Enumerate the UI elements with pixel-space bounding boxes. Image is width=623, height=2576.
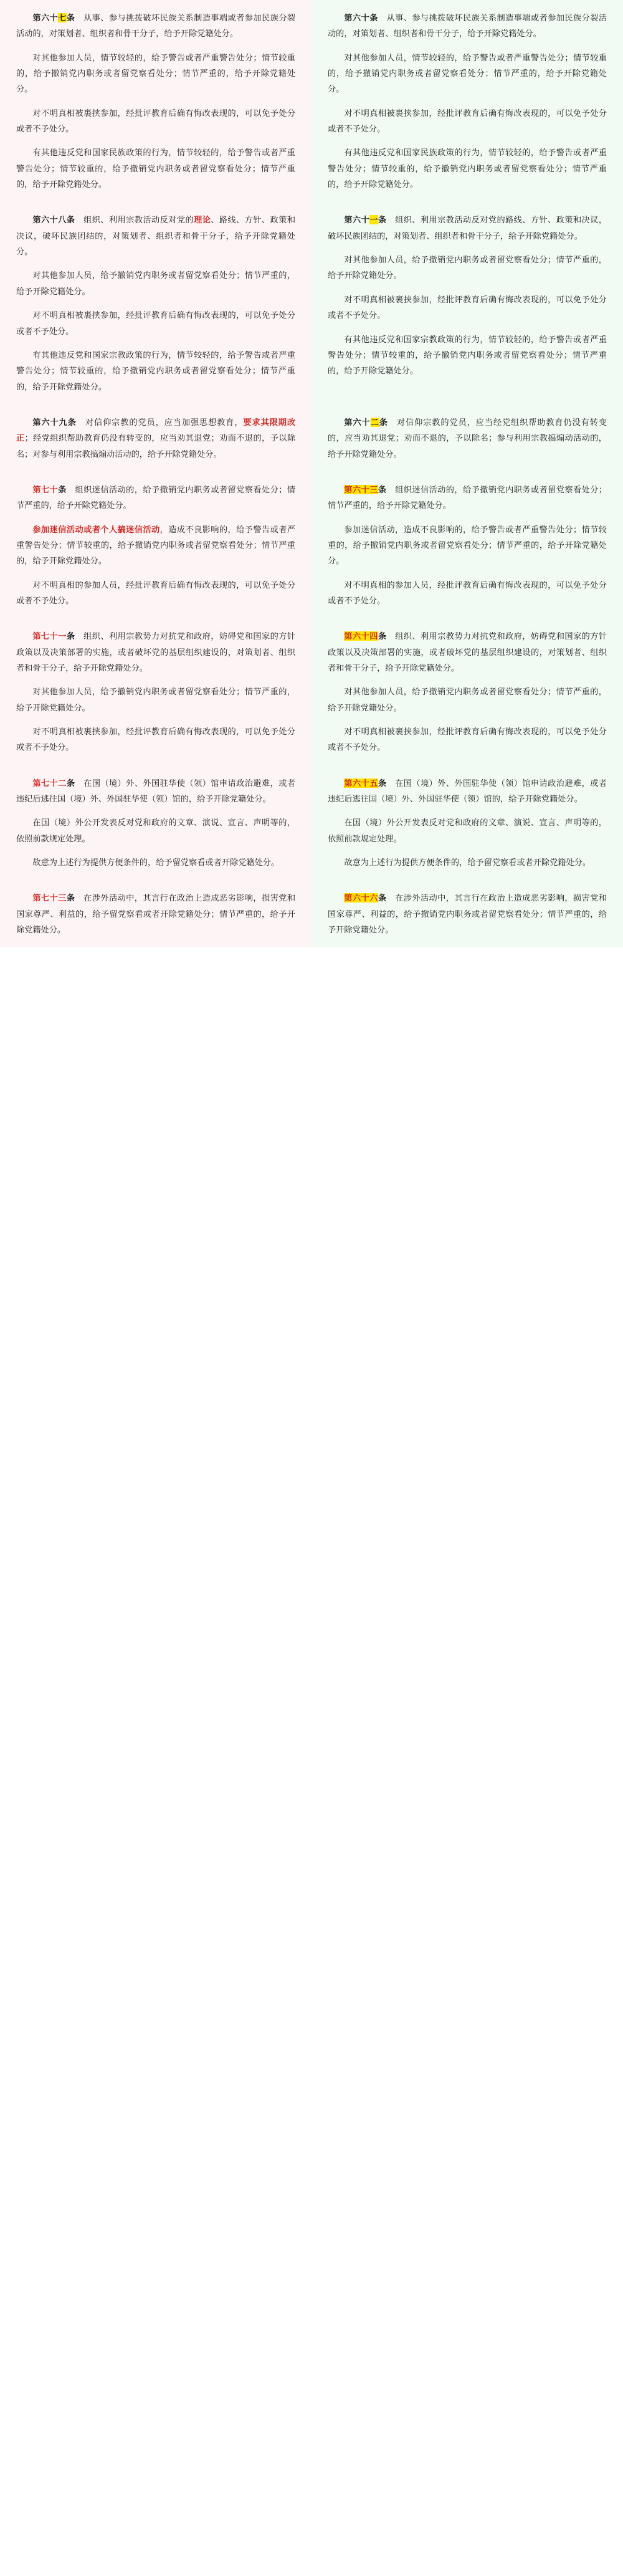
article-paragraph: 第六十三条 组织迷信活动的，给予撤销党内职务或者留党察看处分；情节严重的，给予开除党籍处分。 — [328, 484, 607, 510]
new-version-column — [312, 405, 623, 472]
old-version-column — [0, 765, 312, 881]
article-paragraph: 第六十一条 组织、利用宗教活动反对党的路线、方针、政策和决议，破坏民族团结的，对策划者、组织者和骨干分子，给予开除党籍处分。 — [328, 215, 607, 241]
document-body — [0, 0, 623, 947]
comparison-row — [0, 202, 623, 404]
article-paragraph: 有其他违反党和国家民族政策的行为，情节较轻的，给予警告或者严重警告处分；情节较重的，给予撤销党内职务或者留党察看处分；情节严重的，给予开除党籍处分。 — [16, 148, 295, 189]
article-paragraph: 故意为上述行为提供方便条件的，给予留党察看或者开除党籍处分。 — [344, 858, 591, 868]
comparison-row — [0, 472, 623, 618]
new-version-column — [312, 202, 623, 404]
new-version-column — [312, 618, 623, 765]
article-paragraph: 第六十二条 对信仰宗教的党员，应当经党组织帮助教育仍没有转变的，应当劝其退党；劝而不退的，予以除名；参与利用宗教搞煽动活动的，给予开除党籍处分。 — [328, 417, 607, 459]
comparison-row — [0, 405, 623, 472]
article-paragraph: 第六十四条 组织、利用宗教势力对抗党和政府，妨碍党和国家的方针政策以及决策部署的实施，或者破坏党的基层组织建设的，对策划者、组织者和骨干分子，给予开除党籍处分。 — [328, 631, 607, 673]
article-paragraph: 第六十条 从事、参与挑拨破坏民族关系制造事端或者参加民族分裂活动的，对策划者、组织者和骨干分子，给予开除党籍处分。 — [328, 13, 607, 39]
article-paragraph: 在国（境）外公开发表反对党和政府的文章、演说、宣言、声明等的，依照前款规定处理。 — [328, 818, 607, 843]
comparison-row — [0, 880, 623, 947]
article-paragraph: 第六十六条 在涉外活动中，其言行在政治上造成恶劣影响，损害党和国家尊严、利益的，给予撤销党内职务或者留党察看处分；情节严重的，给予开除党籍处分。 — [328, 893, 607, 935]
old-version-column — [0, 405, 312, 472]
article-paragraph: 第六十五条 在国（境）外、外国驻华使（领）馆申请政治避难，或者违纪后逃往国（境）外、外国驻华使（领）馆的，给予开除党籍处分。 — [328, 778, 607, 804]
article-paragraph: 有其他违反党和国家民族政策的行为，情节较轻的，给予警告或者严重警告处分；情节较重的，给予撤销党内职务或者留党察看处分；情节严重的，给予开除党籍处分。 — [328, 148, 607, 189]
old-version-column — [0, 880, 312, 947]
article-paragraph: 参加迷信活动或者个人搞迷信活动，造成不良影响的，给予警告或者严重警告处分；情节较重的，给予撤销党内职务或者留党察看处分；情节严重的，给予开除党籍处分。 — [16, 524, 296, 566]
article-paragraph: 对不明真相被裹挟参加，经批评教育后确有悔改表现的，可以免予处分或者不予处分。 — [328, 727, 607, 752]
article-paragraph: 对不明真相被裹挟参加，经批评教育后确有悔改表现的，可以免予处分或者不予处分。 — [16, 310, 295, 336]
new-version-column — [312, 0, 623, 202]
article-paragraph: 故意为上述行为提供方便条件的，给予留党察看或者开除党籍处分。 — [32, 858, 280, 868]
article-paragraph: 第六十九条 对信仰宗教的党员，应当加强思想教育，要求其限期改正；经党组织帮助教育仍没有转变的，应当劝其退党；劝而不退的，予以除名；对参与利用宗教搞煽动活动的，给予开除党籍处分。 — [16, 417, 296, 459]
new-version-column — [312, 472, 623, 618]
comparison-row — [0, 618, 623, 765]
article-paragraph: 有其他违反党和国家宗教政策的行为，情节较轻的，给予警告或者严重警告处分；情节较重的，给予撤销党内职务或者留党察看处分；情节严重的，给予开除党籍处分。 — [16, 350, 295, 391]
old-version-column — [0, 618, 312, 765]
article-paragraph: 对不明真相被裹挟参加，经批评教育后确有悔改表现的，可以免予处分或者不予处分。 — [328, 108, 607, 134]
article-paragraph: 第六十八条 组织、利用宗教活动反对党的理论、路线、方针、政策和决议，破坏民族团结的，对策划者、组织者和骨干分子，给予开除党籍处分。 — [16, 215, 296, 257]
article-paragraph: 对其他参加人员，给予撤销党内职务或者留党察看处分；情节严重的，给予开除党籍处分。 — [328, 255, 607, 280]
new-version-column — [312, 880, 623, 947]
old-version-column — [0, 472, 312, 618]
article-paragraph: 对其他参加人员，情节较轻的，给予警告或者严重警告处分；情节较重的，给予撤销党内职务或者留党察看处分；情节严重的，给予开除党籍处分。 — [328, 52, 607, 94]
new-version-column — [312, 765, 623, 881]
article-paragraph: 有其他违反党和国家宗教政策的行为，情节较轻的，给予警告或者严重警告处分；情节较重的，给予撤销党内职务或者留党察看处分；情节严重的，给予开除党籍处分。 — [328, 334, 607, 376]
article-paragraph: 对其他参加人员，给予撤销党内职务或者留党察看处分；情节严重的，给予开除党籍处分。 — [16, 271, 295, 296]
article-paragraph: 在国（境）外公开发表反对党和政府的文章、演说、宣言、声明等的，依照前款规定处理。 — [16, 818, 295, 843]
article-paragraph: 第七十三条 在涉外活动中，其言行在政治上造成恶劣影响，损害党和国家尊严、利益的，给予留党察看或者开除党籍处分；情节严重的，给予开除党籍处分。 — [16, 893, 296, 935]
article-paragraph: 对其他参加人员，情节较轻的，给予警告或者严重警告处分；情节较重的，给予撤销党内职务或者留党察看处分；情节严重的，给予开除党籍处分。 — [16, 52, 295, 94]
article-paragraph: 对不明真相的参加人员，经批评教育后确有悔改表现的，可以免予处分或者不予处分。 — [16, 580, 295, 605]
article-paragraph: 参加迷信活动，造成不良影响的，给予警告或者严重警告处分；情节较重的，给予撤销党内职务或者留党察看处分；情节严重的，给予开除党籍处分。 — [328, 524, 607, 566]
article-paragraph: 对其他参加人员，给予撤销党内职务或者留党察看处分；情节严重的，给予开除党籍处分。 — [328, 687, 607, 712]
article-paragraph: 对不明真相的参加人员，经批评教育后确有悔改表现的，可以免予处分或者不予处分。 — [328, 580, 607, 605]
old-version-column — [0, 202, 312, 404]
article-paragraph: 对其他参加人员，给予撤销党内职务或者留党察看处分；情节严重的，给予开除党籍处分。 — [16, 687, 295, 712]
article-paragraph: 对不明真相被裹挟参加，经批评教育后确有悔改表现的，可以免予处分或者不予处分。 — [16, 727, 295, 752]
old-version-column — [0, 0, 312, 202]
article-paragraph: 第七十二条 在国（境）外、外国驻华使（领）馆申请政治避难，或者违纪后逃往国（境）外、外国驻华使（领）馆的，给予开除党籍处分。 — [16, 778, 296, 804]
article-paragraph: 第六十七条 从事、参与挑拨破坏民族关系制造事端或者参加民族分裂活动的，对策划者、组织者和骨干分子，给予开除党籍处分。 — [16, 13, 296, 39]
article-paragraph: 对不明真相被裹挟参加，经批评教育后确有悔改表现的，可以免予处分或者不予处分。 — [328, 294, 607, 320]
article-paragraph: 第七十一条 组织、利用宗教势力对抗党和政府，妨碍党和国家的方针政策以及决策部署的实施，或者破坏党的基层组织建设的，对策划者、组织者和骨干分子，给予开除党籍处分。 — [16, 631, 296, 673]
article-paragraph: 第七十条 组织迷信活动的，给予撤销党内职务或者留党察看处分；情节严重的，给予开除党籍处分。 — [16, 484, 296, 510]
comparison-row — [0, 0, 623, 202]
comparison-row — [0, 765, 623, 881]
article-paragraph: 对不明真相被裹挟参加，经批评教育后确有悔改表现的，可以免予处分或者不予处分。 — [16, 108, 295, 134]
